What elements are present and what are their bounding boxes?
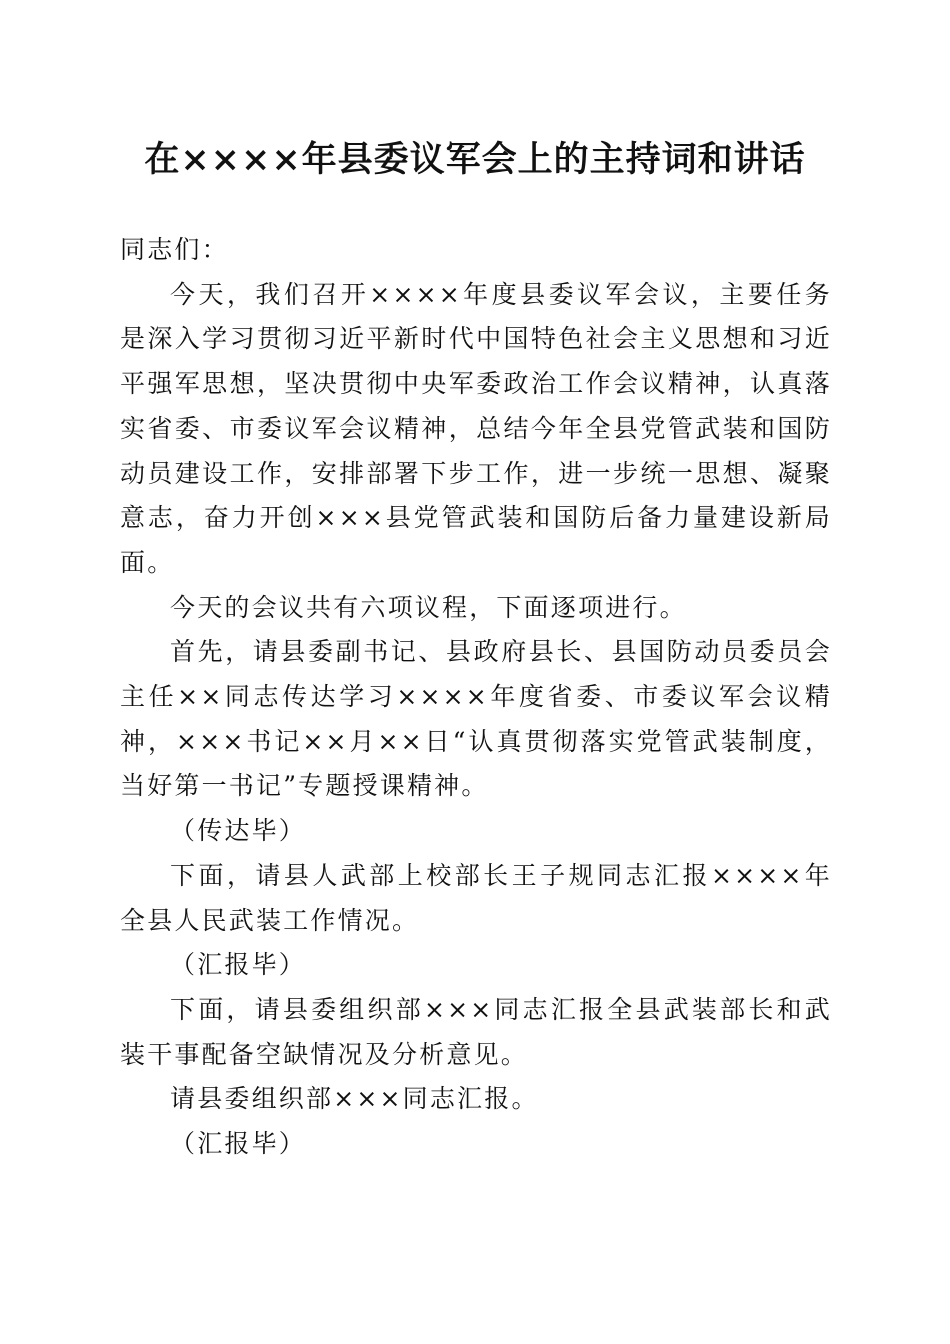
paragraph-opening: 今天，我们召开××××年度县委议军会议，主要任务是深入学习贯彻习近平新时代中国特色社会主义思想和习近平强军思想，坚决贯彻中央军委政治工作会议精神，认真落实省委、市委议军会议精神，总结今年全县党管武装和国防动员建设工作，安排部署下步工作，进一步统一思想、凝聚意志，奋力开创×××县党管武装和国防后备力量建设新局面。 xyxy=(120,279,832,577)
paragraph-item-3: 下面，请县委组织部×××同志汇报全县武装部长和武装干事配备空缺情况及分析意见。 xyxy=(120,994,832,1069)
paragraph-agenda: 今天的会议共有六项议程，下面逐项进行。 xyxy=(170,592,687,622)
note-convey-done: （传达毕） xyxy=(170,816,307,846)
paragraph-item-2: 下面，请县人武部上校部长王子规同志汇报××××年全县人民武装工作情况。 xyxy=(120,860,832,935)
document-body xyxy=(120,228,832,1167)
note-report-done-2: （汇报毕） xyxy=(170,1129,307,1159)
note-report-done-1: （汇报毕） xyxy=(170,950,307,980)
paragraph-item-3-request: 请县委组织部×××同志汇报。 xyxy=(170,1084,539,1114)
document-title: 在××××年县委议军会上的主持词和讲话 xyxy=(144,139,806,180)
paragraph-item-1: 首先，请县委副书记、县政府县长、县国防动员委员会主任××同志传达学习××××年度省委、市委议军会议精神，×××书记××月××日“认真贯彻落实党管武装制度，当好第一书记”专题授课精神。 xyxy=(120,637,832,801)
salutation: 同志们： xyxy=(120,235,229,264)
